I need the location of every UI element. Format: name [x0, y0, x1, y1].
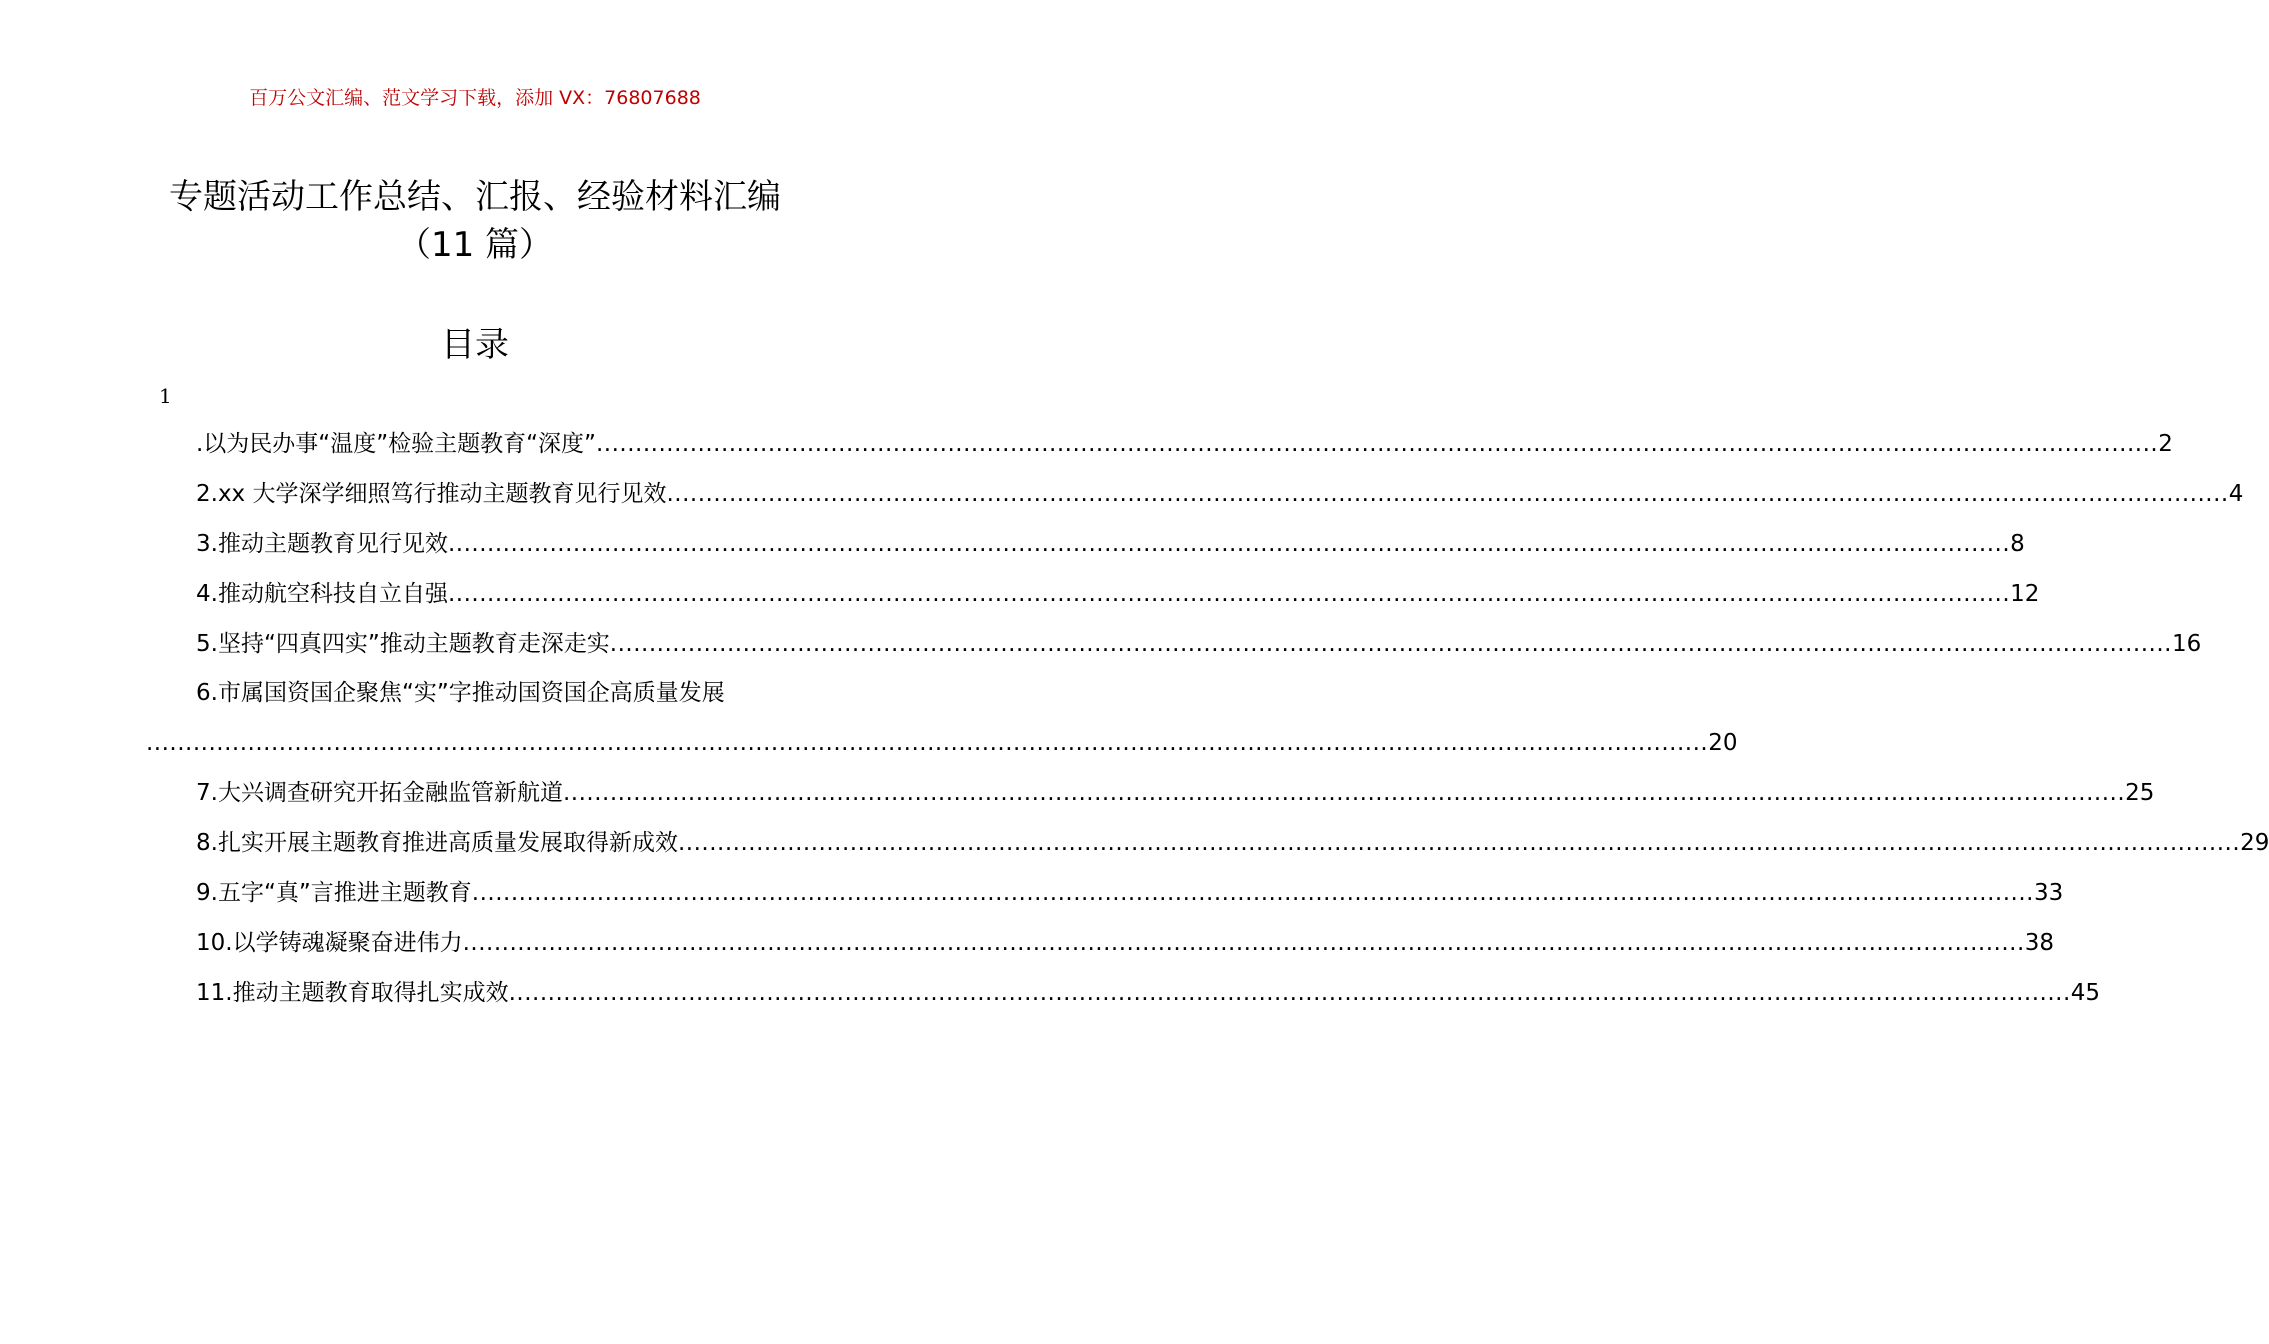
toc-dot-leader: ........................................................................................................................................................................................................: [447, 581, 2011, 607]
toc-entry[interactable]: [196, 775, 2155, 811]
header-note: 百万公文汇编、范文学习下载，添加 VX：76807688: [249, 87, 701, 109]
toc-dot-leader: ........................................................................................................................................................................................................: [609, 631, 2172, 657]
toc-entry-wrapped-leader[interactable]: [146, 725, 1738, 761]
toc-entry-page: 8: [2010, 531, 2025, 557]
toc-entry[interactable]: [196, 925, 2055, 961]
toc-entry-title: 9.五字“真”言推进主题教育: [196, 880, 472, 906]
document-title-line2: （11 篇）: [396, 225, 554, 265]
toc-dot-leader: ........................................................................................................................................................................................................: [595, 431, 2159, 457]
toc-entry[interactable]: [196, 476, 2244, 512]
toc-entry-page: 38: [2024, 930, 2055, 956]
toc-entry-wrapped-title[interactable]: 6.市属国资国企聚焦“实”字推动国资国企高质量发展: [196, 680, 725, 706]
toc-entry-page: 33: [2034, 880, 2064, 906]
toc-entry-title: 3.推动主题教育见行见效: [196, 531, 448, 557]
toc-entry[interactable]: [196, 526, 2025, 562]
document-title-line1: 专题活动工作总结、汇报、经验材料汇编: [169, 177, 781, 217]
toc-entry-page: 4: [2228, 481, 2244, 507]
toc-entry-title: 11.推动主题教育取得扎实成效: [196, 980, 509, 1006]
toc-entry[interactable]: [196, 626, 2202, 662]
toc-entry[interactable]: [196, 426, 2173, 462]
toc-entry-title: 10.以学铸魂凝聚奋进伟力: [196, 930, 463, 956]
toc-entry[interactable]: [196, 875, 2064, 911]
toc-dot-leader: ........................................................................................................................................................................................................: [447, 531, 2011, 557]
toc-entry-page: 16: [2172, 631, 2202, 657]
toc-dot-leader: ........................................................................................................................................................................................................: [677, 830, 2241, 856]
toc-entry[interactable]: [196, 576, 2040, 612]
toc-entry-page: 12: [2010, 581, 2040, 607]
toc-dot-leader: ........................................................................................................................................................................................................: [666, 481, 2229, 507]
toc-dot-leader: ........................................................................................................................................................................................................: [462, 930, 2025, 956]
toc-entry[interactable]: [196, 975, 2101, 1011]
toc-entry-title: .以为民办事“温度”检验主题教育“深度”: [196, 431, 596, 457]
toc-entry-page: 25: [2125, 780, 2155, 806]
toc-dot-leader: ........................................................................................................................................................................................................: [471, 880, 2034, 906]
toc-entry-title: 8.扎实开展主题教育推进高质量发展取得新成效: [196, 830, 678, 856]
toc-dot-leader: ........................................................................................................................................................................................................: [508, 980, 2071, 1006]
toc-entry[interactable]: [196, 825, 2269, 861]
toc-entry-page: 45: [2070, 980, 2101, 1006]
toc-entry-title: 7.大兴调查研究开拓金融监管新航道: [196, 780, 563, 806]
toc-entry-title: 5.坚持“四真四实”推动主题教育走深走实: [196, 631, 610, 657]
toc-entry-page: 29: [2240, 830, 2269, 856]
toc-entry-page: 2: [2158, 431, 2173, 457]
toc-entry-title: 2.xx 大学深学细照笃行推动主题教育见行见效: [196, 481, 667, 507]
toc-heading: 目录: [441, 325, 509, 365]
toc-dot-leader: ........................................................................................................................................................................................................: [562, 780, 2126, 806]
stray-number: 1: [159, 384, 172, 408]
toc-dot-leader: ........................................................................................................................................................................................................: [146, 730, 1709, 756]
toc-entry-page: 20: [1708, 730, 1738, 756]
toc-entry-title: 4.推动航空科技自立自强: [196, 581, 448, 607]
